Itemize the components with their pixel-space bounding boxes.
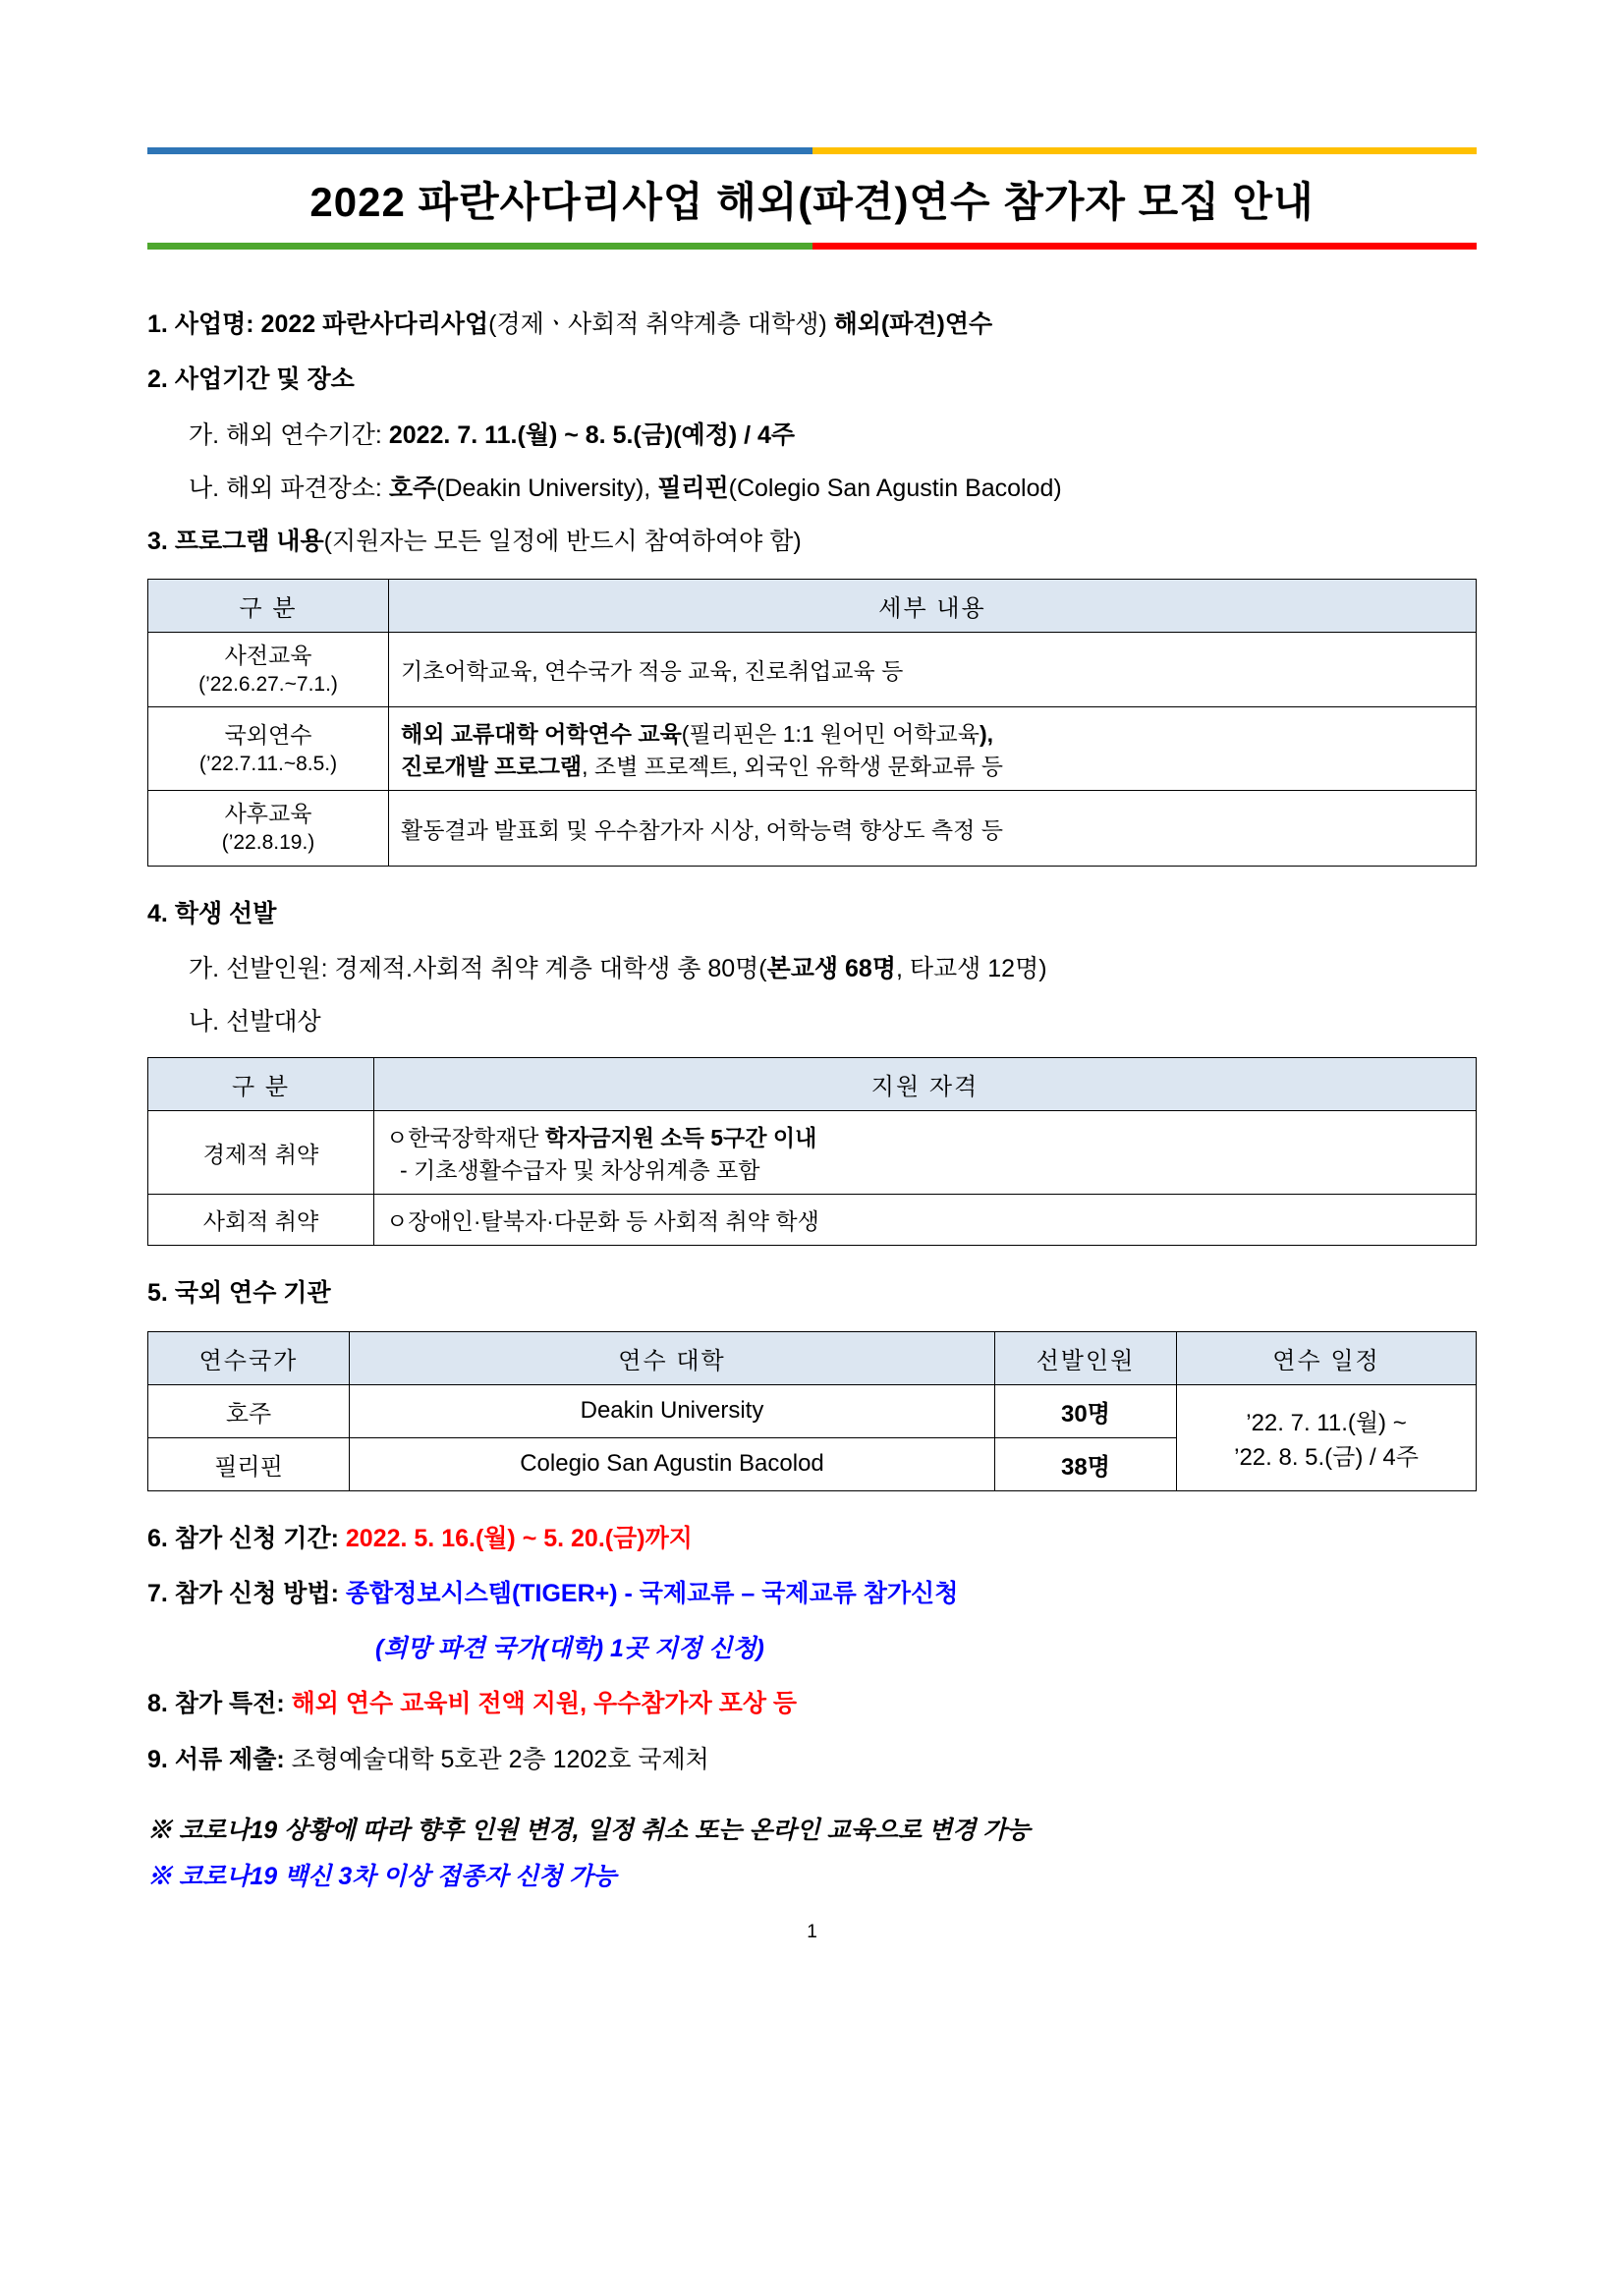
section-7-value-line2: (희망 파견 국가(대학) 1곳 지정 신청) — [375, 1635, 764, 1663]
program-row-2-detail-line2-bold: 진로개발 프로그램 — [401, 754, 583, 780]
section-2-b-bold-2: 필리핀 — [657, 474, 729, 502]
program-content-table — [147, 579, 1477, 866]
program-table-header-category: 구 분 — [148, 580, 389, 633]
institutions-schedule-line2: ’22. 8. 5.(금) / 4주 — [1234, 1444, 1419, 1472]
program-row-2-detail-line2-norm: , 조별 프로젝트, 외국인 유학생 문화교류 등 — [582, 754, 1003, 780]
section-3-note: (지원자는 모든 일정에 반드시 참여하여야 함) — [323, 528, 802, 555]
table-header-row — [148, 580, 1477, 633]
title-block — [147, 147, 1477, 250]
section-1-label: 사업명 — [174, 310, 247, 338]
section-2-heading — [147, 362, 1477, 397]
section-3-label: 프로그램 내용 — [174, 528, 324, 555]
section-2-item-b — [189, 471, 1477, 506]
table-row — [148, 633, 1477, 707]
institutions-schedule-line1: ’22. 7. 11.(월) ~ — [1246, 1410, 1407, 1437]
section-2-label: 사업기간 및 장소 — [174, 365, 355, 394]
institutions-row-1-count: 30명 — [995, 1384, 1177, 1437]
institutions-row-2-count: 38명 — [995, 1437, 1177, 1490]
eligibility-row-1-line1-bold: 학자금지원 소득 5구간 이내 — [544, 1125, 817, 1151]
eligibility-row-2-category: 사회적 취약 — [148, 1195, 374, 1246]
program-row-2-detail-norm-1: (필리핀은 1:1 원어민 어학교육 — [681, 721, 980, 748]
institutions-header-count: 선발인원 — [995, 1331, 1177, 1384]
rule-segment-green — [147, 243, 812, 250]
section-3-number: 3. — [147, 528, 168, 555]
program-row-1-category-line2: (’22.6.27.~7.1.) — [198, 673, 338, 697]
section-9-value: 조형예술대학 5호관 2층 1202호 국제처 — [291, 1745, 709, 1773]
institutions-row-1-country: 호주 — [148, 1384, 350, 1437]
eligibility-row-1-line1 — [386, 1120, 1464, 1152]
institutions-header-country: 연수국가 — [148, 1331, 350, 1384]
section-7-value: 종합정보시스템(TIGER+) - 국제교류 – 국제교류 참가신청 — [345, 1579, 959, 1607]
eligibility-table-header-category: 구 분 — [148, 1058, 374, 1111]
eligibility-table-header-qualification: 지원 자격 — [374, 1058, 1477, 1111]
section-2-b-label: 해외 파견장소: — [226, 474, 382, 502]
rule-segment-yellow — [812, 147, 1478, 154]
section-2-number: 2. — [147, 365, 168, 394]
institutions-schedule — [1177, 1384, 1477, 1490]
eligibility-row-1-category: 경제적 취약 — [148, 1111, 374, 1195]
section-2-a-value: 2022. 7. 11.(월) ~ 8. 5.(금)(예정) / 4주 — [388, 420, 796, 449]
program-row-3-category — [148, 791, 389, 866]
table-row — [148, 1384, 1477, 1437]
program-table-header-detail: 세부 내용 — [389, 580, 1477, 633]
section-1-value-bold-2: 해외(파견)연수 — [833, 310, 993, 338]
program-row-2-detail-bold-1: 해외 교류대학 어학연수 교육 — [401, 721, 682, 748]
program-row-2-detail-line2 — [401, 749, 1464, 781]
footnote-2: ※ 코로나19 백신 3차 이상 접종자 신청 가능 — [147, 1863, 617, 1891]
eligibility-row-2-qualification: ㅇ장애인·탈북자·다문화 등 사회적 취약 학생 — [374, 1195, 1477, 1246]
section-8-value: 해외 연수 교육비 전액 지원, 우수참가자 포상 등 — [291, 1690, 798, 1718]
section-1-colon: : — [246, 310, 254, 338]
section-2-a-label: 해외 연수기간: — [226, 420, 382, 449]
program-row-2-category-line1: 국외연수 — [224, 721, 312, 748]
section-4-number: 4. — [147, 899, 168, 927]
program-row-1-detail: 기초어학교육, 연수국가 적응 교육, 진로취업교육 등 — [389, 633, 1477, 707]
program-row-2-detail — [389, 707, 1477, 791]
section-9-label: 서류 제출: — [174, 1745, 285, 1773]
title-rule-top — [147, 147, 1477, 154]
section-8-number: 8. — [147, 1690, 168, 1718]
institutions-header-university: 연수 대학 — [350, 1331, 995, 1384]
table-header-row — [148, 1058, 1477, 1111]
section-2-a-marker: 가. — [189, 420, 220, 449]
eligibility-row-1-line1-norm: ㅇ한국장학재단 — [386, 1125, 545, 1151]
rule-segment-red — [812, 243, 1478, 250]
section-6-application-period — [147, 1521, 1477, 1556]
program-row-2-detail-line1 — [401, 716, 1464, 749]
section-1-business-name — [147, 307, 1477, 342]
section-7-label: 참가 신청 방법: — [174, 1579, 339, 1607]
page-number: 1 — [807, 1921, 817, 1942]
section-2-b-bold-1: 호주 — [388, 474, 437, 502]
program-row-3-category-line2: (’22.8.19.) — [221, 831, 315, 855]
section-9-document-submission — [147, 1742, 1477, 1777]
section-4-b-marker: 나. — [189, 1008, 220, 1036]
table-row — [148, 707, 1477, 791]
section-4-a-text-1: 선발인원: 경제적.사회적 취약 계층 대학생 총 80명( — [226, 954, 767, 982]
table-row — [148, 1111, 1477, 1195]
section-4-item-a — [189, 951, 1477, 986]
section-4-a-marker: 가. — [189, 954, 220, 982]
section-7-note — [375, 1631, 1477, 1666]
rule-segment-blue — [147, 147, 812, 154]
section-4-item-b — [189, 1004, 1477, 1039]
program-row-3-category-line1: 사후교육 — [224, 801, 312, 827]
section-2-b-marker: 나. — [189, 474, 220, 502]
section-6-number: 6. — [147, 1524, 168, 1552]
institutions-row-2-university: Colegio San Agustin Bacolod — [350, 1437, 995, 1490]
program-row-2-detail-bold-2: ), — [980, 721, 994, 748]
section-3-heading — [147, 524, 1477, 559]
section-1-value-norm-1: (경제ㆍ사회적 취약계층 대학생) — [488, 310, 827, 338]
section-4-b-text: 선발대상 — [226, 1008, 321, 1036]
section-1-number: 1. — [147, 310, 168, 338]
section-1-value-bold-1: 2022 파란사다리사업 — [260, 310, 489, 338]
program-row-1-category — [148, 633, 389, 707]
institutions-row-2-country: 필리핀 — [148, 1437, 350, 1490]
footnote-1: ※ 코로나19 상황에 따라 향후 인원 변경, 일정 취소 또는 온라인 교육으로 변경 가능 — [147, 1816, 1031, 1844]
title-rule-bottom — [147, 243, 1477, 250]
eligibility-row-1-qualification — [374, 1111, 1477, 1195]
section-7-application-method — [147, 1576, 1477, 1611]
section-8-label: 참가 특전: — [174, 1690, 285, 1718]
section-5-heading — [147, 1275, 1477, 1311]
spacer — [147, 1797, 1477, 1807]
institutions-header-schedule: 연수 일정 — [1177, 1331, 1477, 1384]
section-2-b-norm-2: (Colegio San Agustin Bacolod) — [728, 474, 1062, 502]
institutions-table — [147, 1331, 1477, 1491]
section-2-b-norm-1: (Deakin University), — [436, 474, 651, 502]
section-4-label: 학생 선발 — [174, 899, 277, 927]
institutions-row-1-university: Deakin University — [350, 1384, 995, 1437]
program-row-3-detail: 활동결과 발표회 및 우수참가자 시상, 어학능력 향상도 측정 등 — [389, 791, 1477, 866]
eligibility-row-1-line2: - 기초생활수급자 및 차상위계층 포함 — [400, 1157, 760, 1184]
section-2-item-a — [189, 418, 1477, 453]
section-5-label: 국외 연수 기관 — [174, 1279, 331, 1308]
eligibility-table — [147, 1057, 1477, 1246]
section-7-number: 7. — [147, 1579, 168, 1607]
program-row-1-category-line1: 사전교육 — [224, 643, 312, 669]
program-row-2-category-line2: (’22.7.11.~8.5.) — [198, 752, 338, 775]
section-8-benefits — [147, 1686, 1477, 1721]
section-6-value: 2022. 5. 16.(월) ~ 5. 20.(금)까지 — [345, 1524, 693, 1552]
table-row — [148, 791, 1477, 866]
section-6-label: 참가 신청 기간: — [174, 1524, 339, 1552]
section-4-a-text-2: , 타교생 12명) — [895, 954, 1047, 982]
section-9-number: 9. — [147, 1745, 168, 1773]
section-4-a-bold: 본교생 68명 — [766, 954, 896, 982]
program-row-2-category — [148, 707, 389, 791]
section-5-number: 5. — [147, 1279, 168, 1308]
section-4-heading — [147, 896, 1477, 931]
table-row — [148, 1195, 1477, 1246]
table-header-row — [148, 1331, 1477, 1384]
page-title: 2022 파란사다리사업 해외(파견)연수 참가자 모집 안내 — [309, 179, 1315, 225]
